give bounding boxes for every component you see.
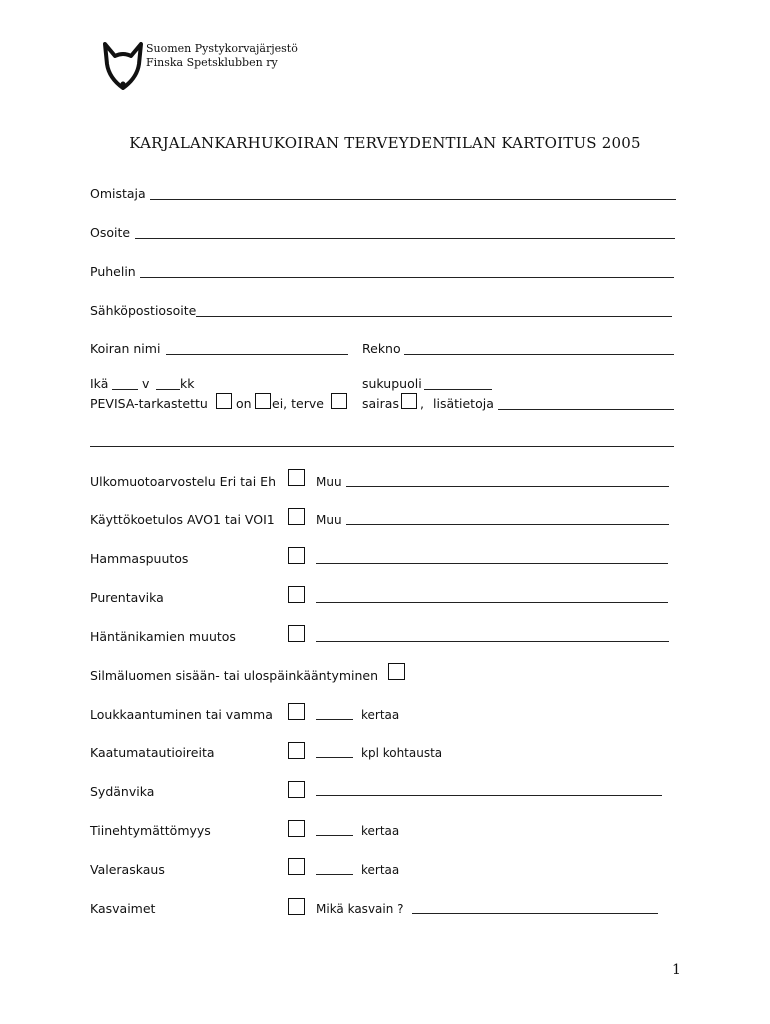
- conformation-other-label: Muu: [316, 475, 342, 489]
- injury-count-input-line[interactable]: [316, 719, 353, 720]
- pseudo-pregnancy-times-label: kertaa: [361, 863, 400, 877]
- missing-teeth-label: Hammaspuutos: [90, 551, 189, 566]
- eyelid-checkbox[interactable]: [388, 663, 405, 680]
- page-title: KARJALANKARHUKOIRAN TERVEYDENTILAN KARTOITUS 2005: [129, 134, 641, 152]
- phone-label: Puhelin: [90, 264, 136, 279]
- bite-fault-input-line[interactable]: [316, 602, 668, 603]
- page-number: 1: [672, 962, 681, 978]
- tail-change-checkbox[interactable]: [288, 625, 305, 642]
- email-label: Sähköpostiosoite: [90, 303, 197, 318]
- seizures-count-input-line[interactable]: [316, 757, 353, 758]
- pseudo-pregnancy-checkbox[interactable]: [288, 858, 305, 875]
- conformation-checkbox[interactable]: [288, 469, 305, 486]
- sex-input-line[interactable]: [424, 389, 492, 390]
- pevisa-no-healthy-label: ei, terve: [272, 396, 324, 411]
- heart-defect-checkbox[interactable]: [288, 781, 305, 798]
- owner-label: Omistaja: [90, 186, 146, 201]
- owner-input-line[interactable]: [150, 199, 676, 200]
- working-test-label: Käyttökoetulos AVO1 tai VOI1: [90, 512, 275, 527]
- age-years-input-line[interactable]: [112, 389, 138, 390]
- seizures-episodes-label: kpl kohtausta: [361, 746, 443, 760]
- bite-fault-label: Purentavika: [90, 590, 164, 605]
- reg-no-label: Rekno: [362, 341, 401, 356]
- tail-change-label: Häntänikamien muutos: [90, 629, 236, 644]
- additional-info-line-2[interactable]: [90, 446, 674, 447]
- which-tumor-input-line[interactable]: [412, 913, 658, 914]
- age-months-label: kk: [180, 376, 195, 391]
- conformation-other-input-line[interactable]: [346, 486, 669, 487]
- working-test-other-input-line[interactable]: [346, 524, 669, 525]
- sick-checkbox[interactable]: [401, 393, 417, 409]
- eyelid-label: Silmäluomen sisään- tai ulospäinkääntyminen: [90, 668, 379, 683]
- additional-info-input-line[interactable]: [498, 409, 674, 410]
- age-years-label: v: [142, 376, 150, 391]
- comma-separator: ,: [420, 396, 424, 411]
- fox-head-icon: [103, 42, 143, 90]
- healthy-checkbox[interactable]: [331, 393, 347, 409]
- org-name-sv: Finska Spetsklubben ry: [146, 56, 278, 69]
- infertility-count-input-line[interactable]: [316, 835, 353, 836]
- address-input-line[interactable]: [135, 238, 675, 239]
- seizures-checkbox[interactable]: [288, 742, 305, 759]
- conformation-label: Ulkomuotoarvostelu Eri tai Eh: [90, 474, 276, 489]
- heart-defect-label: Sydänvika: [90, 784, 155, 799]
- sex-label: sukupuoli: [362, 376, 422, 391]
- injury-times-label: kertaa: [361, 708, 400, 722]
- phone-input-line[interactable]: [140, 277, 674, 278]
- missing-teeth-input-line[interactable]: [316, 563, 668, 564]
- organization-name: [146, 42, 298, 70]
- infertility-label: Tiinehtymättömyys: [90, 823, 211, 838]
- pseudo-pregnancy-label: Valeraskaus: [90, 862, 165, 877]
- sick-label: sairas: [362, 396, 399, 411]
- injury-checkbox[interactable]: [288, 703, 305, 720]
- tumors-label: Kasvaimet: [90, 901, 156, 916]
- address-label: Osoite: [90, 225, 131, 240]
- injury-label: Loukkaantuminen tai vamma: [90, 707, 273, 722]
- email-input-line[interactable]: [196, 316, 672, 317]
- dog-name-input-line[interactable]: [166, 354, 348, 355]
- dog-name-label: Koiran nimi: [90, 341, 161, 356]
- pevisa-yes-checkbox[interactable]: [255, 393, 271, 409]
- pevisa-checkbox[interactable]: [216, 393, 232, 409]
- age-months-input-line[interactable]: [156, 389, 180, 390]
- reg-no-input-line[interactable]: [404, 354, 674, 355]
- working-test-checkbox[interactable]: [288, 508, 305, 525]
- working-test-other-label: Muu: [316, 513, 342, 527]
- missing-teeth-checkbox[interactable]: [288, 547, 305, 564]
- heart-defect-input-line[interactable]: [316, 795, 662, 796]
- additional-info-label: lisätietoja: [433, 396, 494, 411]
- tail-change-input-line[interactable]: [316, 641, 669, 642]
- org-name-fi: Suomen Pystykorvajärjestö: [146, 42, 298, 55]
- pevisa-label: PEVISA-tarkastettu: [90, 396, 208, 411]
- pseudo-pregnancy-count-input-line[interactable]: [316, 874, 353, 875]
- seizures-label: Kaatumatautioireita: [90, 745, 215, 760]
- age-label: Ikä: [90, 376, 109, 391]
- tumors-checkbox[interactable]: [288, 898, 305, 915]
- infertility-times-label: kertaa: [361, 824, 400, 838]
- infertility-checkbox[interactable]: [288, 820, 305, 837]
- pevisa-yes-label: on: [236, 396, 252, 411]
- which-tumor-label: Mikä kasvain ?: [316, 902, 404, 916]
- bite-fault-checkbox[interactable]: [288, 586, 305, 603]
